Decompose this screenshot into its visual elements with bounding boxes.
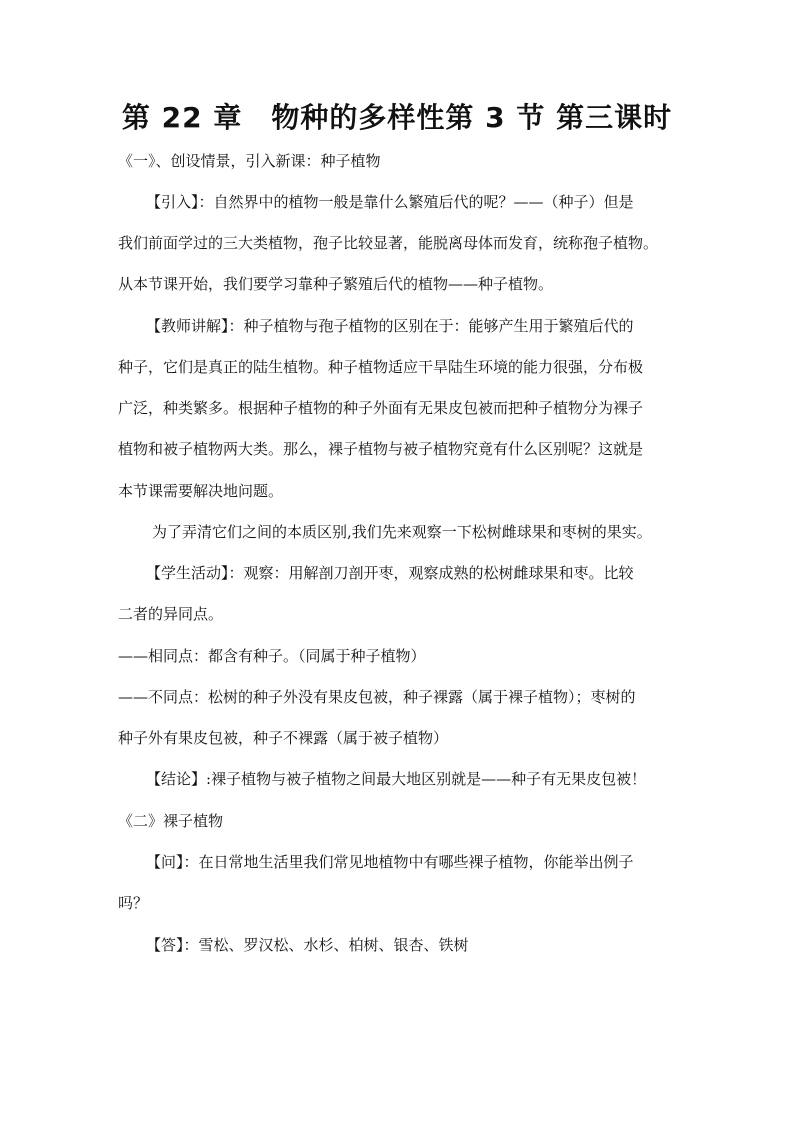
answer-label: 【答】 bbox=[146, 936, 184, 954]
question-text-1: ：在日常地生活里我们常见地植物中有哪些裸子植物，你能举出例子 bbox=[183, 853, 634, 871]
student-paragraph-line-1 bbox=[146, 563, 634, 583]
question-paragraph-line-2: 吗？ bbox=[118, 894, 149, 912]
conclusion-text: :裸子植物与被子植物之间最大地区别就是——种子有无果皮包被！ bbox=[206, 770, 647, 788]
section-heading-2: 《二》裸子植物 bbox=[118, 812, 224, 830]
page-title: 第 22 章 物种的多样性第 3 节 第三课时 bbox=[121, 101, 673, 134]
section-heading-1: 《一》、创设情景，引入新课：种子植物 bbox=[118, 152, 381, 170]
teacher-paragraph-line-2: 种子，它们是真正的陆生植物。种子植物适应干旱陆生环境的能力很强，分布极 bbox=[118, 358, 644, 376]
teacher-paragraph-line-5: 本节课需要解决地问题。 bbox=[118, 482, 284, 500]
student-paragraph-line-2: 二者的异同点。 bbox=[118, 605, 224, 623]
teacher-paragraph-line-4: 植物和被子植物两大类。那么，裸子植物与被子植物究竟有什么区别呢？这就是 bbox=[118, 440, 644, 458]
intro-label: 【引入】 bbox=[146, 193, 199, 211]
answer-paragraph bbox=[146, 935, 469, 955]
teacher-label: 【教师讲解】 bbox=[146, 317, 229, 335]
teacher-paragraph-line-1 bbox=[146, 316, 634, 336]
difference-line-2: 种子外有果皮包被，种子不裸露（属于被子植物） bbox=[118, 729, 449, 747]
observe-paragraph: 为了弄清它们之间的本质区别,我们先来观察一下松树雌球果和枣树的果实。 bbox=[152, 523, 652, 541]
student-label: 【学生活动】 bbox=[146, 564, 229, 582]
intro-paragraph-line-2: 我们前面学过的三大类植物，孢子比较显著，能脱离母体而发育，统称孢子植物。 bbox=[118, 234, 659, 252]
intro-paragraph-line-1 bbox=[146, 192, 634, 212]
teacher-text-1: ：种子植物与孢子植物的区别在于：能够产生用于繁殖后代的 bbox=[228, 317, 634, 335]
teacher-paragraph-line-3: 广泛，种类繁多。根据种子植物的种子外面有无果皮包被而把种子植物分为裸子 bbox=[118, 399, 644, 417]
intro-paragraph-line-3: 从本节课开始，我们要学习靠种子繁殖后代的植物——种子植物。 bbox=[118, 275, 554, 293]
answer-text: ：雪松、罗汉松、水杉、柏树、银杏、铁树 bbox=[183, 936, 469, 954]
same-point-line: ——相同点：都含有种子。（同属于种子植物） bbox=[118, 647, 426, 665]
conclusion-label: 【结论】 bbox=[146, 770, 207, 788]
question-paragraph-line-1 bbox=[146, 852, 634, 872]
student-text-1: ：观察：用解剖刀剖开枣，观察成熟的松树雌球果和枣。比较 bbox=[228, 564, 634, 582]
question-label: 【问】 bbox=[146, 853, 184, 871]
conclusion-paragraph bbox=[146, 769, 646, 789]
intro-text-1: ：自然界中的植物一般是靠什么繁殖后代的呢？——（种子）但是 bbox=[198, 193, 634, 211]
difference-line-1: ——不同点：松树的种子外没有果皮包被，种子裸露（属于裸子植物）；枣树的 bbox=[118, 688, 636, 706]
